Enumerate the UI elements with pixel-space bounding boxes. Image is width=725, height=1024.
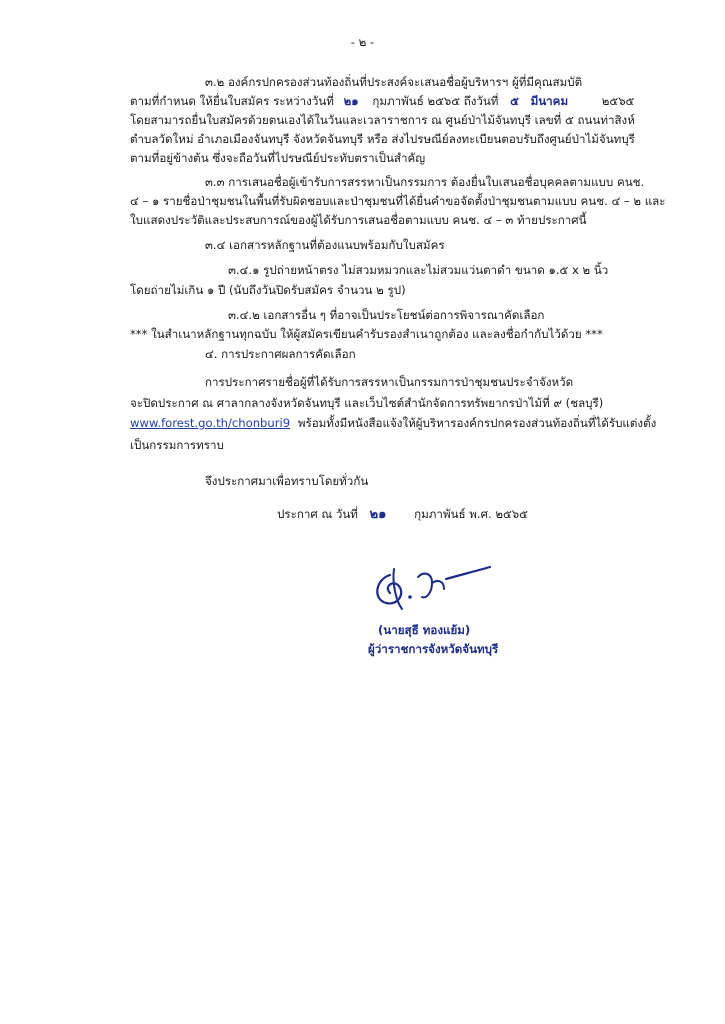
end-day-handwritten: ๕ <box>510 94 519 108</box>
section-3-3-line2: ๔ – ๑ รายชื่อป่าชุมชนในพื้นที่รับผิดชอบและป่าชุมชนที่ได้ยื่นคำขอจัดตั้งป่าชุมชนตามแบบ คนช. ๔ – ๒ และ <box>130 194 666 208</box>
section-4-heading: ๔. การประกาศผลการคัดเลือก <box>205 347 356 361</box>
end-month-handwritten: มีนาคม <box>530 94 569 108</box>
forest-website-link[interactable]: www.forest.go.th/chonburi9 <box>130 416 291 430</box>
section-4-line1: การประกาศรายชื่อผู้ที่ได้รับการสรรหาเป็นกรรมการป่าชุมชนประจำจังหวัด <box>205 375 574 389</box>
section-3-4-heading: ๓.๔ เอกสารหลักฐานที่ต้องแนบพร้อมกับใบสมัคร <box>205 238 445 252</box>
announcement-day-handwritten: ๒๑ <box>369 507 387 522</box>
section-3-2-line1: ๓.๒ องค์กรปกครองส่วนท้องถิ่นที่ประสงค์จะเสนอชื่อผู้บริหารฯ ผู้ที่มีคุณสมบัติ <box>205 75 583 89</box>
announcement-date-prefix: ประกาศ ณ วันที่ <box>277 507 358 521</box>
signature-image <box>362 557 502 617</box>
section-3-2-line3: โดยสามารถยื่นใบสมัครด้วยตนเองได้ในวันและเวลาราชการ ณ ศูนย์ป่าไม้จันทบุรี เลขที่ ๕ ถนนท่าสิงห์ <box>130 113 635 127</box>
section-3-4-2: ๓.๔.๒ เอกสารอื่น ๆ ที่อาจเป็นประโยชน์ต่อการพิจารณาคัดเลือก <box>228 308 545 322</box>
closing-statement: จึงประกาศมาเพื่อทราบโดยทั่วกัน <box>205 474 369 488</box>
signatory-name: (นายสุธี ทองแย้ม) <box>378 623 471 637</box>
start-day-handwritten: ๒๑ <box>343 94 359 108</box>
section-3-2-line2-mid: กุมภาพันธ์ ๒๕๖๕ ถึงวันที่ <box>372 94 499 108</box>
announcement-date <box>277 505 528 524</box>
section-3-2-line4: ตำบลวัดใหม่ อำเภอเมืองจันทบุรี จังหวัดจันทบุรี หรือ ส่งไปรษณีย์ลงทะเบียนตอบรับถึงศูนย์ป่าไม้จันทบุรี <box>130 132 635 146</box>
section-3-2-line5: ตามที่อยู่ข้างต้น ซึ่งจะถือวันที่ไปรษณีย์ประทับตราเป็นสำคัญ <box>130 151 426 165</box>
section-3-4-1-line1: ๓.๔.๑ รูปถ่ายหน้าตรง ไม่สวมหมวกและไม่สวมแว่นตาดำ ขนาด ๑.๕ x ๒ นิ้ว <box>228 263 609 277</box>
section-3-2-line2-start: ตามที่กำหนด ให้ยื่นใบสมัคร ระหว่างวันที่ <box>130 94 334 108</box>
announcement-month-year: กุมภาพันธ์ พ.ศ. ๒๕๖๕ <box>414 507 528 521</box>
signatory-position: ผู้ว่าราชการจังหวัดจันทบุรี <box>368 642 499 656</box>
section-3-3-line1: ๓.๓ การเสนอชื่อผู้เข้ารับการสรรหาเป็นกรรมการ ต้องยื่นใบเสนอชื่อบุคคลตามแบบ คนช. <box>205 175 645 189</box>
section-4-line4: เป็นกรรมการทราบ <box>130 438 224 452</box>
section-4-line2: จะปิดประกาศ ณ ศาลากลางจังหวัดจันทบุรี และเว็บไซต์สำนักจัดการทรัพยากรป่าไม้ที่ ๙ (ชลบุรี) <box>130 396 604 410</box>
section-3-3-line3: ใบแสดงประวัติและประสบการณ์ของผู้ได้รับการเสนอชื่อตามแบบ คนช. ๔ – ๓ ท้ายประกาศนี้ <box>130 213 587 227</box>
end-year: ๒๕๖๕ <box>601 94 635 108</box>
section-4-line3 <box>130 414 656 432</box>
certification-note: *** ในสำเนาหลักฐานทุกฉบับ ให้ผู้สมัครเขียนคำรับรองสำเนาถูกต้อง และลงชื่อกำกับไว้ด้วย *** <box>130 327 603 341</box>
section-3-2-line2 <box>130 92 634 110</box>
section-4-line3-rest: พร้อมทั้งมีหนังสือแจ้งให้ผู้บริหารองค์กรปกครองส่วนท้องถิ่นที่ได้รับแต่งตั้ง <box>297 416 657 430</box>
section-3-4-1-line2: โดยถ่ายไม่เกิน ๑ ปี (นับถึงวันปิดรับสมัคร จำนวน ๒ รูป) <box>130 283 406 297</box>
page-number: - ๒ - <box>350 35 375 49</box>
